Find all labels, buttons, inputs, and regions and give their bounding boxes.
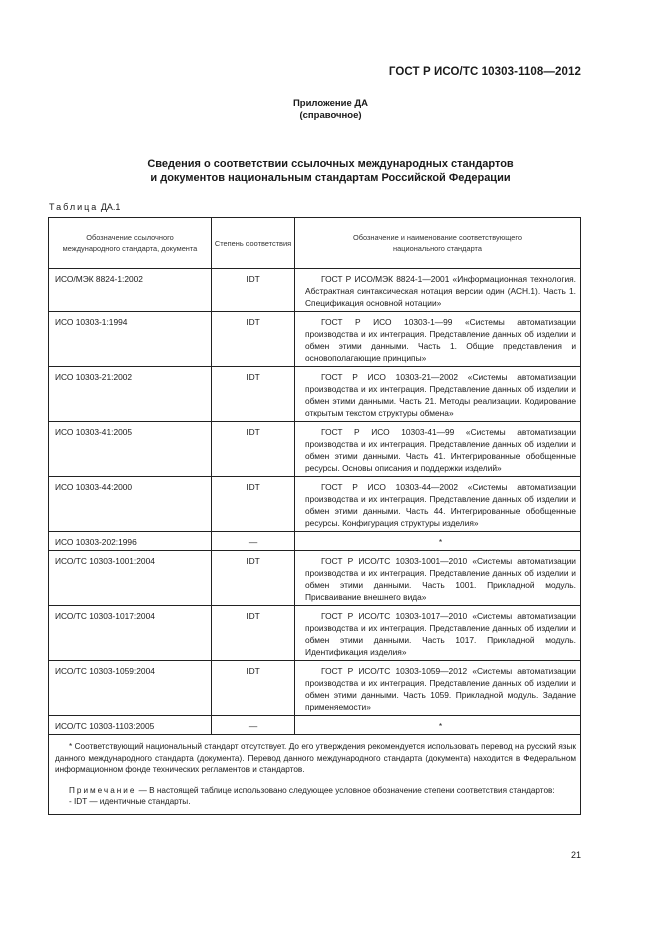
row-national: ГОСТ Р ИСО/ТС 10303-1059—2012 «Системы автоматизации производства и их интеграция. Представление данных об изделии и обмен этими данными. Часть 1059. Прикладной модуль. Задание применяемости» (295, 661, 581, 716)
header-national: Обозначение и наименование соответствующего национального стандарта (295, 218, 581, 269)
table-label-word: Таблица (49, 202, 99, 212)
section-title-line1: Сведения о соответствии ссылочных международных стандартов (147, 158, 514, 170)
table-row (49, 367, 581, 422)
table-row (49, 477, 581, 532)
annex-heading (0, 98, 661, 122)
footnote-text: * Соответствующий национальный стандарт отсутствует. До его утверждения рекомендуется использовать перевод на русский язык данного международного стандарта (документа). Перевод данного международного стандарта (документа) находится в Федеральном информационном фонде технических регламентов и стандартов. (55, 742, 576, 774)
row-national: ГОСТ Р ИСО 10303-41—99 «Системы автоматизации производства и их интеграция. Представление данных об изделии и обмен этими данными. Часть 41. Интегрированные обобщенные ресурсы. Основы описания и поддержки изделий» (295, 422, 581, 477)
row-code: ИСО 10303-44:2000 (49, 477, 212, 532)
row-code: ИСО/ТС 10303-1103:2005 (49, 716, 212, 735)
correspondence-table (48, 217, 581, 815)
table-header-row (49, 218, 581, 269)
row-code: ИСО/ТС 10303-1017:2004 (49, 606, 212, 661)
row-code: ИСО 10303-1:1994 (49, 312, 212, 367)
row-national: ГОСТ Р ИСО/МЭК 8824-1—2001 «Информационная технология. Абстрактная синтаксическая нотация версии один (АСН.1). Часть 1. Спецификация основной нотации» (295, 269, 581, 312)
row-degree: — (212, 716, 295, 735)
row-national: ГОСТ Р ИСО 10303-44—2002 «Системы автоматизации производства и их интеграция. Представление данных об изделии и обмен этими данными. Часть 44. Интегрированные обобщенные ресурсы. Конфигурация структуры изделия» (295, 477, 581, 532)
row-degree: IDT (212, 367, 295, 422)
row-national: * (295, 532, 581, 551)
table-row (49, 716, 581, 735)
table-row (49, 422, 581, 477)
row-national: ГОСТ Р ИСО 10303-1—99 «Системы автоматизации производства и их интеграция. Представление данных об изделии и обмен этими данными. Часть 1. Общие представления и основополагающие принципы» (295, 312, 581, 367)
row-national: * (295, 716, 581, 735)
row-national: ГОСТ Р ИСО/ТС 10303-1001—2010 «Системы автоматизации производства и их интеграция. Представление данных об изделии и обмен этими данными. Часть 1001. Прикладной модуль. Присваивание внешнего вида» (295, 551, 581, 606)
section-title-line2: и документов национальным стандартам Российской Федерации (150, 172, 511, 184)
row-code: ИСО 10303-41:2005 (49, 422, 212, 477)
row-degree: — (212, 532, 295, 551)
section-title (0, 157, 661, 185)
table-row (49, 606, 581, 661)
table-footnote (49, 735, 581, 815)
annex-title: Приложение ДА (292, 98, 369, 109)
table-row (49, 532, 581, 551)
row-degree: IDT (212, 312, 295, 367)
page-number: 21 (570, 850, 581, 860)
row-degree: IDT (212, 477, 295, 532)
table-label-number: ДА.1 (100, 202, 121, 212)
row-code: ИСО/МЭК 8824-1:2002 (49, 269, 212, 312)
row-degree: IDT (212, 606, 295, 661)
row-national: ГОСТ Р ИСО/ТС 10303-1017—2010 «Системы автоматизации производства и их интеграция. Представление данных об изделии и обмен этими данными. Часть 1017. Прикладной модуль. Идентификация изделия» (295, 606, 581, 661)
table-row (49, 312, 581, 367)
row-degree: IDT (212, 422, 295, 477)
note-item: - IDT — идентичные стандарты. (69, 797, 191, 806)
table-note (55, 785, 576, 797)
note-text: — В настоящей таблице использовано следующее условное обозначение степени соответствия стандартов: (138, 785, 555, 795)
annex-subtitle: (справочное) (299, 110, 362, 121)
row-degree: IDT (212, 551, 295, 606)
table-label (49, 202, 120, 212)
table-row (49, 551, 581, 606)
row-code: ИСО/ТС 10303-1059:2004 (49, 661, 212, 716)
table-row (49, 269, 581, 312)
note-word: Примечание (69, 785, 137, 795)
row-code: ИСО 10303-202:1996 (49, 532, 212, 551)
table-row (49, 661, 581, 716)
standard-code: ГОСТ Р ИСО/ТС 10303-1108—2012 (388, 66, 581, 78)
header-degree: Степень соответствия (212, 218, 295, 269)
row-degree: IDT (212, 269, 295, 312)
table-footnote-row (49, 735, 581, 815)
row-national: ГОСТ Р ИСО 10303-21—2002 «Системы автоматизации производства и их интеграция. Представление данных об изделии и обмен этими данными. Часть 21. Методы реализации. Кодирование открытым текстом структуры обмена» (295, 367, 581, 422)
row-code: ИСО 10303-21:2002 (49, 367, 212, 422)
row-code: ИСО/ТС 10303-1001:2004 (49, 551, 212, 606)
row-degree: IDT (212, 661, 295, 716)
header-international: Обозначение ссылочного международного стандарта, документа (49, 218, 212, 269)
